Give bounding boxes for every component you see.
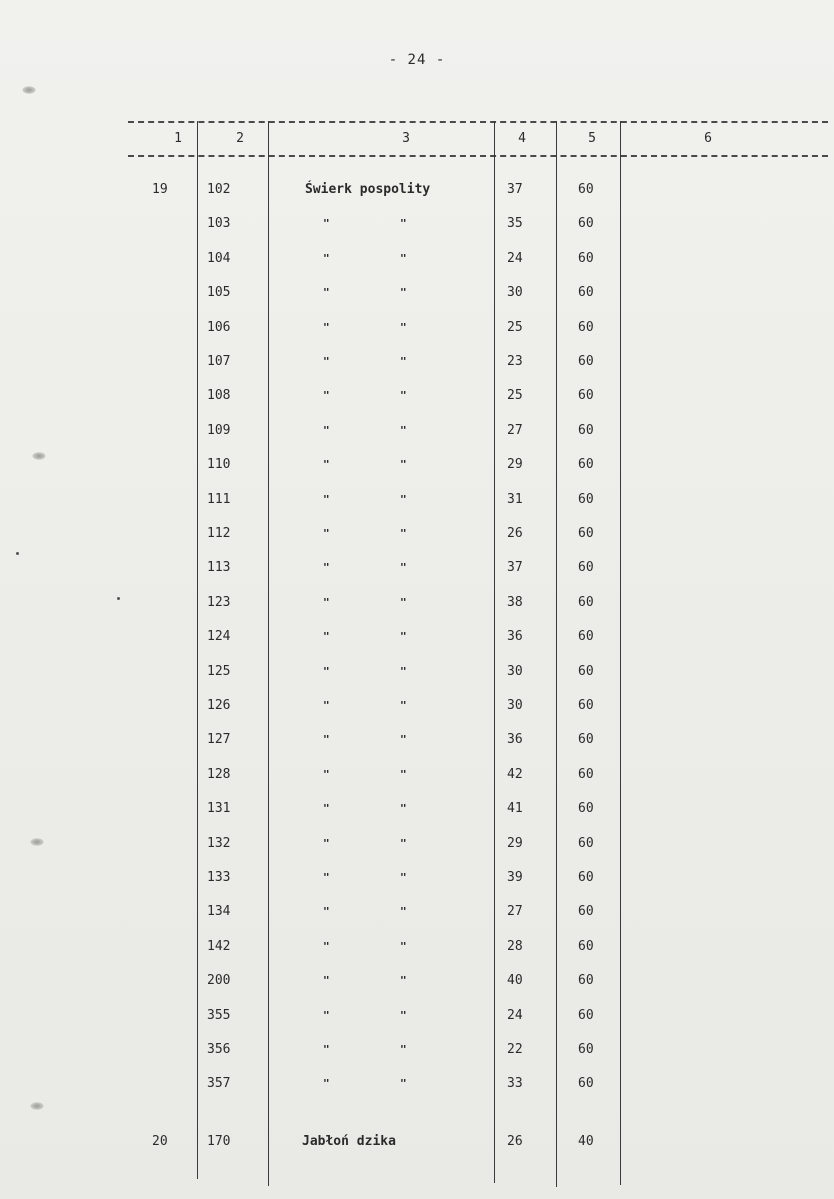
cell-col5: 60 — [578, 1076, 594, 1092]
cell-col2: 109 — [207, 422, 231, 438]
cell-col4: 24 — [507, 250, 523, 266]
cell-col4: 39 — [507, 870, 523, 885]
cell-col4: 23 — [507, 354, 523, 369]
cell-col5: 60 — [578, 629, 594, 645]
ditto-mark: " — [400, 905, 407, 919]
ditto-mark: " — [400, 664, 407, 678]
cell-col4: 25 — [507, 388, 523, 404]
cell-col1: 20 — [152, 1134, 168, 1149]
ditto-mark: " — [400, 595, 407, 609]
column-divider-1 — [197, 121, 198, 1179]
cell-col5: 60 — [578, 491, 594, 507]
ditto-mark: " — [400, 389, 407, 403]
cell-col2: 170 — [207, 1134, 231, 1149]
cell-col4: 37 — [507, 560, 523, 576]
ditto-mark: " — [400, 630, 407, 644]
ditto-mark: " — [323, 389, 330, 403]
ditto-mark: " — [400, 458, 407, 472]
cell-col1: 19 — [152, 182, 168, 197]
cell-col5: 60 — [578, 870, 594, 885]
cell-col4: 41 — [507, 801, 523, 817]
cell-col2: 103 — [207, 216, 231, 232]
cell-col2: 200 — [207, 973, 231, 989]
column-header-1: 1 — [174, 131, 182, 146]
ditto-mark: " — [323, 871, 330, 884]
ditto-mark: " — [323, 939, 330, 953]
cell-col4: 26 — [507, 1134, 523, 1149]
cell-col4: 31 — [507, 491, 523, 507]
column-header-6: 6 — [704, 131, 712, 146]
cell-col4: 33 — [507, 1076, 523, 1092]
binder-hole — [30, 1102, 44, 1110]
cell-col4: 30 — [507, 698, 523, 713]
ditto-mark: " — [400, 320, 407, 334]
cell-col2: 104 — [207, 250, 231, 266]
ditto-mark: " — [400, 1043, 407, 1056]
cell-col5: 60 — [578, 801, 594, 817]
cell-col2: 111 — [207, 491, 231, 507]
cell-col2: 113 — [207, 560, 231, 576]
ditto-mark: " — [400, 423, 407, 437]
cell-col4: 36 — [507, 732, 523, 748]
cell-col4: 25 — [507, 319, 523, 335]
cell-col5: 60 — [578, 526, 594, 541]
ditto-mark: " — [400, 527, 407, 540]
cell-col5: 60 — [578, 250, 594, 266]
cell-col5: 60 — [578, 973, 594, 989]
ditto-mark: " — [323, 905, 330, 919]
page-number: - 24 - — [388, 52, 446, 68]
ditto-mark: " — [323, 286, 330, 300]
cell-col5: 60 — [578, 560, 594, 576]
ditto-mark: " — [400, 974, 407, 988]
ditto-mark: " — [323, 630, 330, 644]
cell-col2: 127 — [207, 732, 231, 748]
cell-col4: 27 — [507, 904, 523, 920]
cell-col2: 355 — [207, 1007, 231, 1023]
cell-col4: 30 — [507, 663, 523, 679]
cell-col5: 60 — [578, 904, 594, 920]
ditto-mark: " — [323, 974, 330, 988]
cell-col4: 26 — [507, 526, 523, 541]
cell-col4: 27 — [507, 422, 523, 438]
ditto-mark: " — [323, 251, 330, 265]
column-divider-5 — [620, 121, 621, 1185]
cell-col4: 36 — [507, 629, 523, 645]
ditto-mark: " — [400, 1008, 407, 1022]
ditto-mark: " — [323, 492, 330, 506]
cell-col4: 30 — [507, 285, 523, 301]
cell-col4: 37 — [507, 182, 523, 197]
ditto-mark: " — [323, 355, 330, 368]
cell-col5: 60 — [578, 319, 594, 335]
ditto-mark: " — [323, 423, 330, 437]
cell-col5: 60 — [578, 594, 594, 610]
ditto-mark: " — [400, 561, 407, 575]
cell-col5: 60 — [578, 216, 594, 232]
cell-col5: 60 — [578, 422, 594, 438]
cell-col5: 60 — [578, 732, 594, 748]
ditto-mark: " — [400, 939, 407, 953]
cell-col2: 108 — [207, 388, 231, 404]
cell-col4: 24 — [507, 1007, 523, 1023]
column-header-3: 3 — [402, 131, 410, 146]
cell-col5: 60 — [578, 182, 594, 197]
cell-col2: 124 — [207, 629, 231, 645]
cell-col2: 132 — [207, 835, 231, 851]
cell-col5: 60 — [578, 1007, 594, 1023]
cell-col5: 60 — [578, 766, 594, 782]
ditto-mark: " — [323, 802, 330, 816]
ditto-mark: " — [323, 561, 330, 575]
ditto-mark: " — [400, 871, 407, 884]
ditto-mark: " — [400, 767, 407, 781]
ditto-mark: " — [400, 802, 407, 816]
ditto-mark: " — [323, 595, 330, 609]
ditto-mark: " — [400, 217, 407, 231]
column-divider-3 — [494, 121, 495, 1183]
ditto-mark: " — [400, 355, 407, 368]
ditto-mark: " — [323, 458, 330, 472]
cell-col5: 60 — [578, 1042, 594, 1057]
ditto-mark: " — [323, 1008, 330, 1022]
cell-col5: 60 — [578, 663, 594, 679]
ditto-mark: " — [323, 733, 330, 747]
ditto-mark: " — [323, 320, 330, 334]
binder-hole — [32, 452, 46, 460]
cell-col2: 102 — [207, 182, 231, 197]
cell-col5: 60 — [578, 354, 594, 369]
cell-col5: 60 — [578, 285, 594, 301]
binder-hole — [22, 86, 36, 94]
species-name: Jabłoń dzika — [302, 1134, 396, 1149]
cell-col2: 126 — [207, 698, 231, 713]
cell-col2: 357 — [207, 1076, 231, 1092]
ditto-mark: " — [400, 733, 407, 747]
cell-col4: 22 — [507, 1042, 523, 1057]
column-header-2: 2 — [236, 131, 244, 146]
cell-col4: 35 — [507, 216, 523, 232]
cell-col2: 131 — [207, 801, 231, 817]
ditto-mark: " — [323, 664, 330, 678]
cell-col2: 356 — [207, 1042, 231, 1057]
ditto-mark: " — [323, 217, 330, 231]
cell-col2: 105 — [207, 285, 231, 301]
ditto-mark: " — [323, 767, 330, 781]
column-header-4: 4 — [518, 131, 526, 146]
ditto-mark: " — [323, 836, 330, 850]
ditto-mark: " — [400, 251, 407, 265]
cell-col5: 60 — [578, 457, 594, 473]
binder-hole — [30, 838, 44, 846]
table-header-rule — [128, 155, 828, 157]
ditto-mark: " — [400, 492, 407, 506]
column-divider-4 — [556, 121, 557, 1187]
cell-col4: 40 — [507, 973, 523, 989]
cell-col2: 128 — [207, 766, 231, 782]
cell-col2: 142 — [207, 938, 231, 954]
cell-col4: 42 — [507, 766, 523, 782]
cell-col5: 60 — [578, 698, 594, 713]
cell-col2: 106 — [207, 319, 231, 335]
cell-col5: 60 — [578, 835, 594, 851]
cell-col5: 60 — [578, 388, 594, 404]
ditto-mark: " — [323, 527, 330, 540]
cell-col4: 38 — [507, 594, 523, 610]
cell-col2: 112 — [207, 526, 231, 541]
cell-col2: 133 — [207, 870, 231, 885]
paper-speck — [16, 552, 19, 555]
paper-speck — [117, 597, 120, 600]
ditto-mark: " — [400, 1077, 407, 1091]
table-top-rule — [128, 121, 828, 123]
ditto-mark: " — [400, 286, 407, 300]
ditto-mark: " — [400, 836, 407, 850]
column-divider-2 — [268, 121, 269, 1186]
cell-col5: 60 — [578, 938, 594, 954]
ditto-mark: " — [400, 699, 407, 712]
ditto-mark: " — [323, 699, 330, 712]
cell-col2: 134 — [207, 904, 231, 920]
species-name: Świerk pospolity — [305, 182, 431, 197]
cell-col4: 29 — [507, 457, 523, 473]
ditto-mark: " — [323, 1043, 330, 1056]
cell-col2: 110 — [207, 457, 231, 473]
cell-col2: 107 — [207, 354, 231, 369]
cell-col4: 29 — [507, 835, 523, 851]
cell-col4: 28 — [507, 938, 523, 954]
cell-col2: 125 — [207, 663, 231, 679]
column-header-5: 5 — [588, 131, 596, 146]
cell-col5: 40 — [578, 1134, 594, 1149]
ditto-mark: " — [323, 1077, 330, 1091]
cell-col2: 123 — [207, 594, 231, 610]
